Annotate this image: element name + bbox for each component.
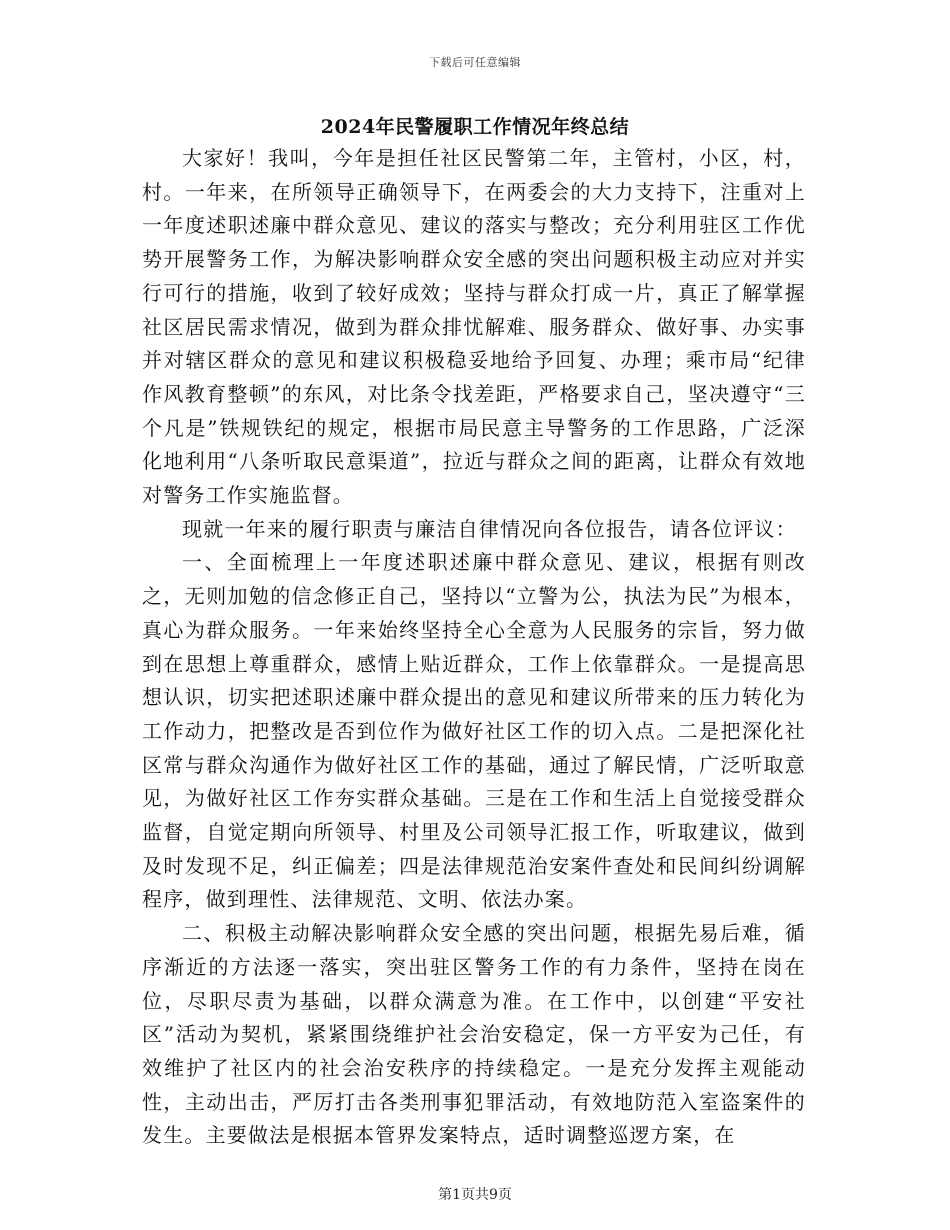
paragraph-intro: 大家好！我叫，今年是担任社区民警第二年，主管村，小区，村，村。一年来，在所领导正确领导下，在两委会的大力支持下，注重对上一年度述职述廉中群众意见、建议的落实与整改；充分利用驻区工作优势开展警务工作，为解决影响群众安全感的突出问题积极主动应对并实行可行的措施，收到了较好成效；坚持与群众打成一片，真正了解掌握社区居民需求情况，做到为群众排忧解难、服务群众、做好事、办实事并对辖区群众的意见和建议积极稳妥地给予回复、办理；乘市局“纪律作风教育整顿”的东风，对比条令找差距，严格要求自己，坚决遵守“三个凡是”铁规铁纪的规定，根据市局民意主导警务的工作思路，广泛深化地利用“八条听取民意渠道”，拉近与群众之间的距离，让群众有效地对警务工作实施监督。 [142, 146, 806, 508]
paragraph-section-2: 二、积极主动解决影响群众安全感的突出问题，根据先易后难，循序渐近的方法逐一落实，突出驻区警务工作的有力条件，坚持在岗在位，尽职尽责为基础，以群众满意为准。在工作中，以创建“平安社区”活动为契机，紧紧围绕维护社会治安稳定，保一方平安为己任，有效维护了社区内的社会治安秩序的持续稳定。一是充分发挥主观能动性，主动出击，严厉打击各类刑事犯罪活动，有效地防范入室盗案件的发生。主要做法是根据本管界发案特点，适时调整巡逻方案，在 [142, 921, 806, 1148]
paragraph-section-1: 一、全面梳理上一年度述职述廉中群众意见、建议，根据有则改之，无则加勉的信念修正自己，坚持以“立警为公，执法为民”为根本，真心为群众服务。一年来始终坚持全心全意为人民服务的宗旨，努力做到在思想上尊重群众，感情上贴近群众，工作上依靠群众。一是提高思想认识，切实把述职述廉中群众提出的意见和建议所带来的压力转化为工作动力，把整改是否到位作为做好社区工作的切入点。二是把深化社区常与群众沟通作为做好社区工作的基础，通过了解民情，广泛听取意见，为做好社区工作夯实群众基础。三是在工作和生活上自觉接受群众监督，自觉定期向所领导、村里及公司领导汇报工作，听取建议，做到及时发现不足，纠正偏差；四是法律规范治安案件查处和民间纠纷调解程序，做到理性、法律规范、文明、依法办案。 [142, 550, 806, 912]
page-number-footer: 第1页共9页 [438, 1187, 512, 1203]
paragraph-report-lead: 现就一年来的履行职责与廉洁自律情况向各位报告，请各位评议： [182, 516, 797, 541]
document-title: 2024年民警履职工作情况年终总结 [320, 116, 630, 138]
header-note: 下载后可任意编辑 [429, 56, 521, 69]
document-body [142, 142, 806, 1153]
